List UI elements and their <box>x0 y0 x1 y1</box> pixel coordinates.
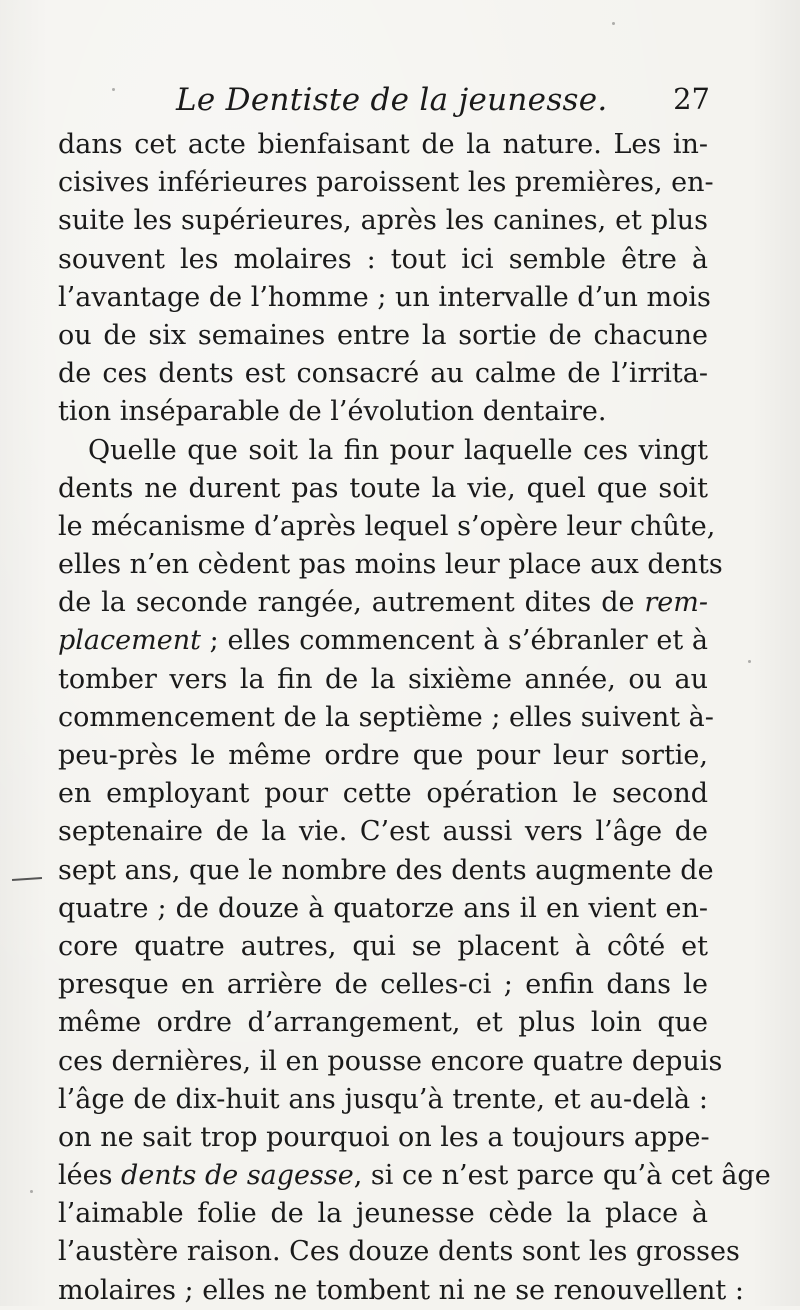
text-line: on ne sait trop pourquoi on les a toujours appe- <box>58 1121 710 1153</box>
text-line: septenaire de la vie. C’est aussi vers l’âge de <box>58 816 708 848</box>
paper-speck <box>748 660 751 663</box>
text-line: commencement de la septième ; elles suivent à- <box>58 701 714 733</box>
text-line: peu-près le même ordre que pour leur sortie, <box>58 740 708 771</box>
text-line: le mécanisme d’après lequel s’opère leur chûte, <box>58 510 716 542</box>
page-header <box>58 80 714 124</box>
text-line: souvent les molaires : tout ici semble être à <box>58 243 708 275</box>
text-line: ces dernières, il en pousse encore quatre depuis <box>58 1045 723 1077</box>
italic-term: rem- <box>644 587 708 619</box>
text-line: de la seconde rangée, autrement dites de rem- <box>58 587 708 619</box>
text-line: ou de six semaines entre la sortie de chacune <box>58 319 708 351</box>
paper-speck <box>30 1190 33 1193</box>
text-line: l’austère raison. Ces douze dents sont les grosses <box>58 1236 740 1268</box>
text-line: presque en arrière de celles-ci ; enfin dans le <box>58 969 708 1001</box>
text-line: en employant pour cette opération le second <box>58 778 708 810</box>
text-line: cisives inférieures paroissent les premières, en- <box>58 167 714 199</box>
text-line: tion inséparable de l’évolution dentaire. <box>58 396 607 428</box>
text-line: suite les supérieures, après les canines, et plus <box>58 205 708 237</box>
text-line: lées dents de sagesse, si ce n’est parce qu’à cet âge <box>58 1160 771 1192</box>
text-line: dans cet acte bienfaisant de la nature. Les in- <box>58 129 708 160</box>
text-line: l’âge de dix-huit ans jusqu’à trente, et au-delà : <box>58 1083 708 1115</box>
text-line: core quatre autres, qui se placent à côté et <box>58 930 708 962</box>
page-number: 27 <box>673 82 710 116</box>
margin-mark <box>12 877 42 881</box>
text-line: de ces dents est consacré au calme de l’irrita- <box>58 358 708 390</box>
text-line: placement ; elles commencent à s’ébranler et à <box>58 625 708 657</box>
text-line: sept ans, que le nombre des dents augmente de <box>58 854 714 886</box>
running-title: Le Dentiste de la jeunesse. <box>176 82 608 118</box>
body-text <box>58 126 771 1310</box>
paper-speck <box>112 88 115 91</box>
text-line: quatre ; de douze à quatorze ans il en vient en- <box>58 892 708 924</box>
text-line: molaires ; elles ne tombent ni ne se renouvellent : <box>58 1274 744 1306</box>
text-line: même ordre d’arrangement, et plus loin que <box>58 1007 708 1039</box>
text-line: dents ne durent pas toute la vie, quel que soit <box>58 472 708 504</box>
text-line: elles n’en cèdent pas moins leur place aux dents <box>58 549 723 581</box>
text-line: l’aimable folie de la jeunesse cède la place à <box>58 1198 708 1230</box>
text-line: tomber vers la fin de la sixième année, ou au <box>58 663 708 695</box>
italic-term: placement <box>58 625 201 657</box>
text-line: Quelle que soit la fin pour laquelle ces vingt <box>88 434 708 466</box>
paper-speck <box>612 22 615 25</box>
italic-term: dents de sagesse <box>121 1160 354 1192</box>
text-line: l’avantage de l’homme ; un intervalle d’un mois <box>58 281 711 313</box>
